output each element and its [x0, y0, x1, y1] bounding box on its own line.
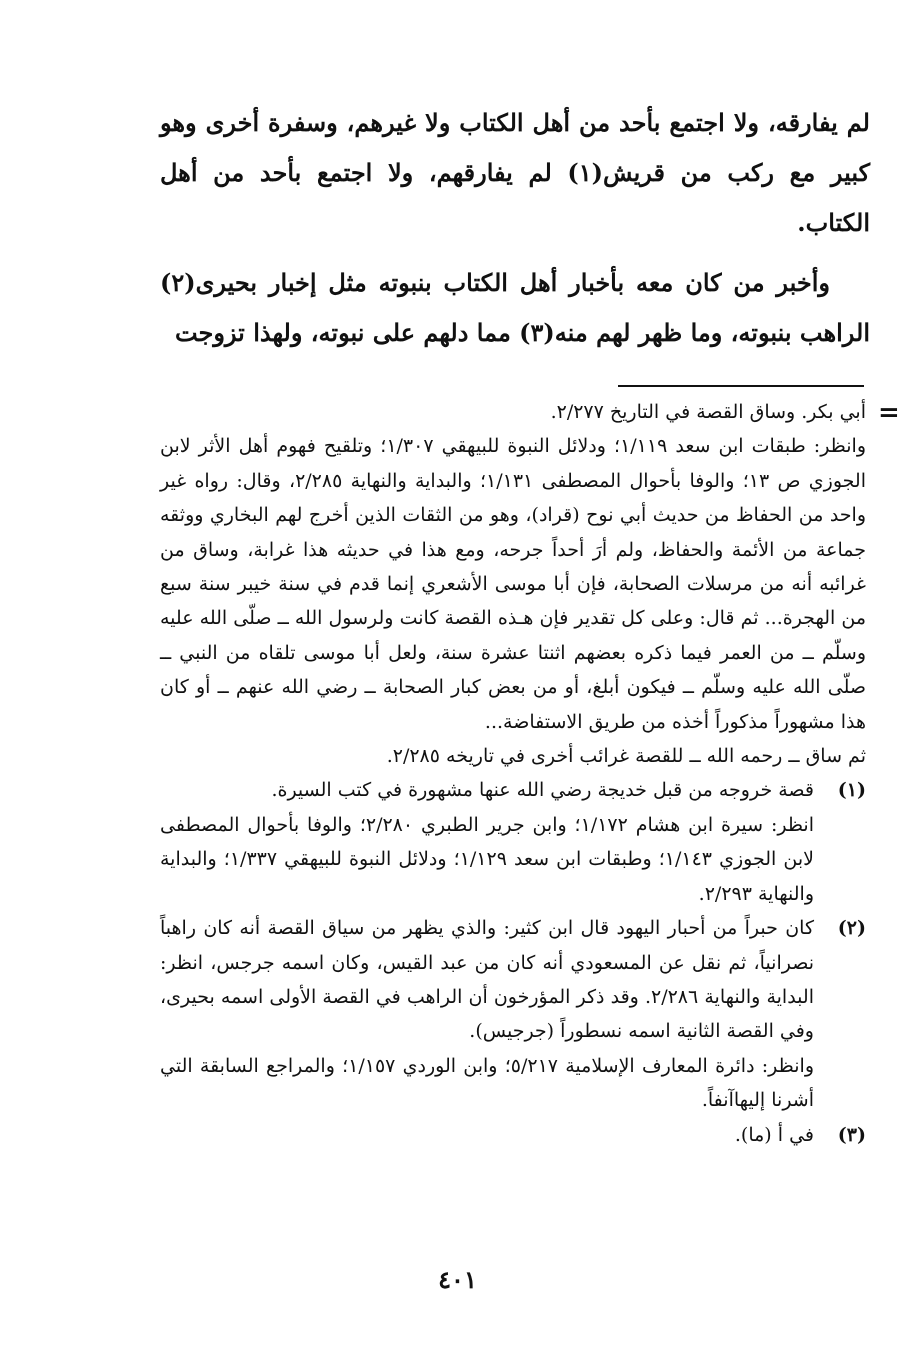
- footnote-3: [160, 1118, 866, 1152]
- footnote-text: [160, 773, 814, 911]
- footnote-paragraph: في أ (ما).: [734, 1123, 814, 1146]
- footnote-number: (١): [837, 779, 866, 802]
- page-number: ٤٠١: [438, 1265, 477, 1294]
- footnote-paragraph: وانظر: دائرة المعارف الإسلامية ٥/٢١٧؛ وابن الوردي ١/١٥٧؛ والمراجع السابقة التي أشرنا إليهاآنفاً.: [160, 1054, 814, 1112]
- footnote-text: [160, 1118, 814, 1152]
- footnote-continued-line: أبي بكر. وساق القصة في التاريخ ٢/٢٧٧.: [550, 401, 866, 423]
- main-paragraph: وأخبر من كان معه بأخبار أهل الكتاب بنبوته مثل إخبار بحيرى(٢) الراهب بنبوته، وما ظهر لهم منه(٣) مما دلهم على نبوته، ولهذا تزوجت: [160, 268, 870, 347]
- footnotes-section: [160, 395, 866, 1152]
- main-paragraph: لم يفارقه، ولا اجتمع بأحد من أهل الكتاب ولا غيرهم، وسفرة أخرى وهو كبير مع ركب من قريش(١) لم يفارقهم، ولا اجتمع بأحد من أهل الكتاب.: [160, 108, 870, 237]
- footnote-paragraph: قصة خروجه من قبل خديجة رضي الله عنها مشهورة في كتب السيرة.: [271, 779, 814, 802]
- continuation-mark: =: [878, 398, 900, 428]
- footnote-text: [160, 911, 814, 1117]
- footnote-number: (٣): [837, 1123, 866, 1146]
- footnote-continued-paragraph: وانظر: طبقات ابن سعد ١/١١٩؛ ودلائل النبوة للبيهقي ١/٣٠٧؛ وتلقيح فهوم أهل الأثر لابن الجوزي ص ١٣؛ والوفا بأحوال المصطفى ١/١٣١؛ والبداية والنهاية ٢/٢٨٥، وقال: رواه غير واحد من الحفاظ من حديث أبي نوح (قراد)، وهو من الثقات الذين أخرج لهم البخاري ووثقه جماعة من الأئمة والحفاظ، ولم أرَ أحداً جرحه، ومع هذا في حديثه هذا غرابة، وساق من غرائبه أنه من مرسلات الصحابة، فإن أبا موسى الأشعري إنما قدم في سنة خيبر سنة سبع من الهجرة... ثم قال: وعلى كل تقدير فإن هـذه القصة كانت ولرسول الله ــ صلّى الله عليه وسلّم ــ من العمر فيما ذكره بعضهم اثنتا عشرة سنة، ولعل أبا موسى تلقاه من النبي ــ صلّى الله عليه وسلّم ــ فيكون أبلغ، أو من بعض كبار الصحابة ــ رضي الله عنهم ــ أو كان هذا مشهوراً مذكوراً أخذه من طريق الاستفاضة...: [160, 435, 867, 733]
- footnote-paragraph: كان حبراً من أحبار اليهود قال ابن كثير: والذي يظهر من سياق القصة أنه كان راهباً نصرانياً، ثم نقل عن المسعودي أنه كان من عبد القيس، وكان اسمه جرجس، انظر: البداية والنهاية ٢/٢٨٦. وقد ذكر المؤرخون أن الراهب في القصة الأولى اسمه بحيرى، وفي القصة الثانية اسمه نسطوراً (جرجيس).: [160, 917, 814, 1043]
- footnote-continued-line: ثم ساق ــ رحمه الله ــ للقصة غرائب أخرى في تاريخه ٢/٢٨٥.: [386, 745, 866, 768]
- footnote-1: [160, 773, 866, 911]
- footnote-separator: [618, 385, 864, 387]
- footnote-paragraph: انظر: سيرة ابن هشام ١/١٧٢؛ وابن جرير الطبري ٢/٢٨٠؛ والوفا بأحوال المصطفى لابن الجوزي ١/١٤٣؛ وطبقات ابن سعد ١/١٢٩؛ ودلائل النبوة للبيهقي ١/٣٣٧؛ والبداية والنهاية ٢/٢٩٣.: [160, 813, 814, 905]
- footnote-2: [160, 911, 866, 1117]
- main-text: [160, 98, 870, 358]
- footnote-number: (٢): [837, 917, 866, 940]
